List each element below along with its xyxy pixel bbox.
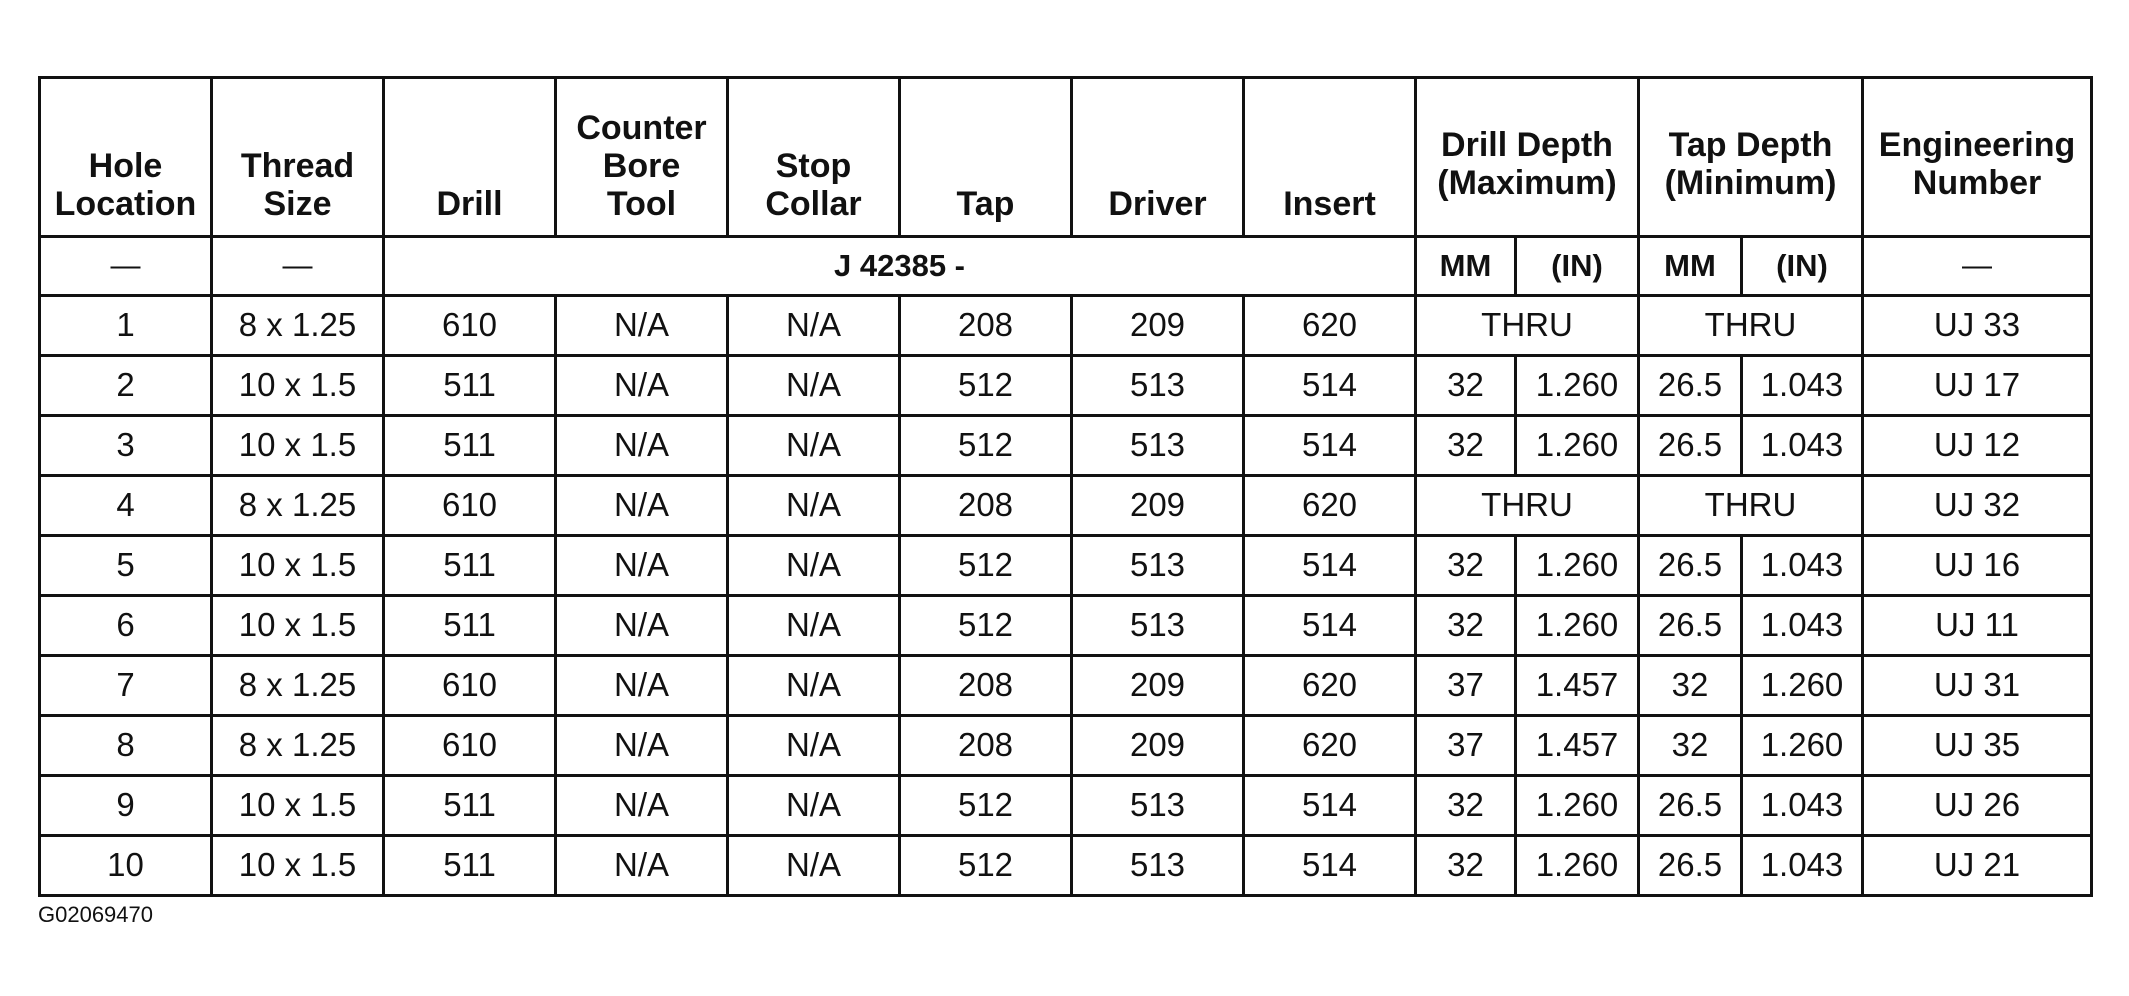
cell-tap-depth-mm: 26.5 (1639, 836, 1742, 896)
cell-drill: 610 (384, 716, 556, 776)
col-header-drill: Drill (384, 78, 556, 237)
cell-stop-collar: N/A (728, 596, 900, 656)
cell-thread-size: 8 x 1.25 (212, 296, 384, 356)
cell-stop-collar: N/A (728, 356, 900, 416)
cell-hole-location: 3 (40, 416, 212, 476)
cell-drill-depth-mm: 32 (1416, 596, 1516, 656)
cell-driver: 513 (1072, 536, 1244, 596)
cell-counter-bore-tool: N/A (556, 356, 728, 416)
cell-drill-depth-in: 1.457 (1516, 716, 1639, 776)
cell-tap: 512 (900, 776, 1072, 836)
cell-drill: 610 (384, 476, 556, 536)
cell-driver: 209 (1072, 476, 1244, 536)
table-row (40, 356, 2092, 416)
cell-hole-location: 5 (40, 536, 212, 596)
cell-tap-depth-mm: 26.5 (1639, 596, 1742, 656)
cell-drill-depth-in: 1.260 (1516, 596, 1639, 656)
header-line: Size (263, 184, 332, 223)
cell-driver: 513 (1072, 356, 1244, 416)
cell-insert: 514 (1244, 596, 1416, 656)
cell-thread-size: 10 x 1.5 (212, 776, 384, 836)
cell-counter-bore-tool: N/A (556, 416, 728, 476)
table-row (40, 716, 2092, 776)
cell-thread-size: 10 x 1.5 (212, 356, 384, 416)
col-header-hole-location (40, 78, 212, 237)
cell-drill-depth-mm: 37 (1416, 656, 1516, 716)
table-row (40, 476, 2092, 536)
header-line: (Maximum) (1437, 164, 1617, 202)
cell-thread-size: 8 x 1.25 (212, 656, 384, 716)
cell-hole-location: 8 (40, 716, 212, 776)
cell-drill-depth-in: 1.260 (1516, 356, 1639, 416)
cell-tap: 208 (900, 656, 1072, 716)
cell-driver: 513 (1072, 836, 1244, 896)
cell-drill-depth-mm: 32 (1416, 356, 1516, 416)
cell-counter-bore-tool: N/A (556, 476, 728, 536)
cell-tap: 208 (900, 296, 1072, 356)
cell-driver: 513 (1072, 416, 1244, 476)
header-line: Bore (602, 146, 681, 185)
cell-drill-depth-in: 1.260 (1516, 416, 1639, 476)
cell-tap-depth: THRU (1639, 476, 1863, 536)
header-line: Thread (240, 146, 355, 185)
cell-hole-location: 6 (40, 596, 212, 656)
eng-dash: — (1863, 237, 2092, 296)
cell-hole-location: 10 (40, 836, 212, 896)
cell-counter-bore-tool: N/A (556, 656, 728, 716)
cell-engineering-number: UJ 11 (1863, 596, 2092, 656)
cell-tap: 208 (900, 716, 1072, 776)
header-line: Hole (88, 146, 163, 185)
cell-tap-depth-in: 1.043 (1742, 776, 1863, 836)
data-rows (40, 296, 2092, 896)
cell-engineering-number: UJ 17 (1863, 356, 2092, 416)
tap-depth-mm-unit: MM (1639, 237, 1742, 296)
cell-stop-collar: N/A (728, 476, 900, 536)
cell-hole-location: 1 (40, 296, 212, 356)
cell-tap-depth-mm: 26.5 (1639, 536, 1742, 596)
cell-tap-depth-mm: 32 (1639, 716, 1742, 776)
col-header-drill-depth (1416, 78, 1639, 237)
cell-insert: 514 (1244, 356, 1416, 416)
cell-insert: 514 (1244, 776, 1416, 836)
drill-depth-mm-unit: MM (1416, 237, 1516, 296)
cell-insert: 620 (1244, 476, 1416, 536)
thread-repair-spec-table (38, 76, 2093, 897)
cell-insert: 514 (1244, 836, 1416, 896)
hole-dash: — (40, 237, 212, 296)
cell-drill: 511 (384, 536, 556, 596)
cell-engineering-number: UJ 33 (1863, 296, 2092, 356)
cell-counter-bore-tool: N/A (556, 296, 728, 356)
cell-tap-depth-in: 1.043 (1742, 596, 1863, 656)
cell-drill: 511 (384, 776, 556, 836)
cell-stop-collar: N/A (728, 416, 900, 476)
table-row (40, 656, 2092, 716)
cell-tap-depth-mm: 26.5 (1639, 416, 1742, 476)
cell-counter-bore-tool: N/A (556, 776, 728, 836)
cell-driver: 209 (1072, 656, 1244, 716)
cell-hole-location: 4 (40, 476, 212, 536)
cell-insert: 620 (1244, 296, 1416, 356)
cell-engineering-number: UJ 35 (1863, 716, 2092, 776)
cell-tap-depth-in: 1.260 (1742, 656, 1863, 716)
cell-thread-size: 10 x 1.5 (212, 416, 384, 476)
cell-drill-depth: THRU (1416, 476, 1639, 536)
cell-insert: 620 (1244, 656, 1416, 716)
cell-drill-depth-in: 1.260 (1516, 776, 1639, 836)
cell-insert: 514 (1244, 416, 1416, 476)
cell-thread-size: 10 x 1.5 (212, 596, 384, 656)
header-line: Collar (765, 184, 862, 223)
header-line: Engineering (1878, 125, 2076, 164)
cell-hole-location: 2 (40, 356, 212, 416)
cell-tap: 512 (900, 416, 1072, 476)
header-row (40, 78, 2092, 237)
table-row (40, 776, 2092, 836)
cell-stop-collar: N/A (728, 296, 900, 356)
cell-driver: 513 (1072, 596, 1244, 656)
cell-engineering-number: UJ 16 (1863, 536, 2092, 596)
cell-tap-depth-in: 1.260 (1742, 716, 1863, 776)
header-line: Stop (775, 146, 852, 185)
col-header-driver: Driver (1072, 78, 1244, 237)
col-header-tap: Tap (900, 78, 1072, 237)
cell-tap-depth-in: 1.043 (1742, 416, 1863, 476)
cell-stop-collar: N/A (728, 776, 900, 836)
cell-stop-collar: N/A (728, 656, 900, 716)
cell-insert: 620 (1244, 716, 1416, 776)
cell-tap-depth-in: 1.043 (1742, 536, 1863, 596)
cell-hole-location: 7 (40, 656, 212, 716)
cell-tap-depth-in: 1.043 (1742, 836, 1863, 896)
cell-engineering-number: UJ 12 (1863, 416, 2092, 476)
cell-drill: 610 (384, 296, 556, 356)
cell-hole-location: 9 (40, 776, 212, 836)
table-row (40, 836, 2092, 896)
header-line: Number (1912, 164, 2042, 202)
cell-tap-depth-mm: 26.5 (1639, 776, 1742, 836)
drill-depth-in-unit: (IN) (1516, 237, 1639, 296)
cell-engineering-number: UJ 21 (1863, 836, 2092, 896)
col-header-counter-bore-tool (556, 78, 728, 237)
col-header-thread-size (212, 78, 384, 237)
cell-stop-collar: N/A (728, 536, 900, 596)
cell-driver: 209 (1072, 716, 1244, 776)
header-line: Tap Depth (1668, 125, 1833, 164)
cell-tap: 208 (900, 476, 1072, 536)
cell-tap-depth-in: 1.043 (1742, 356, 1863, 416)
cell-thread-size: 8 x 1.25 (212, 476, 384, 536)
cell-insert: 514 (1244, 536, 1416, 596)
header-line: (Minimum) (1664, 164, 1837, 202)
cell-thread-size: 10 x 1.5 (212, 836, 384, 896)
cell-counter-bore-tool: N/A (556, 836, 728, 896)
cell-stop-collar: N/A (728, 836, 900, 896)
cell-tap: 512 (900, 836, 1072, 896)
cell-drill-depth-in: 1.260 (1516, 536, 1639, 596)
cell-counter-bore-tool: N/A (556, 716, 728, 776)
thread-dash: — (212, 237, 384, 296)
col-header-tap-depth (1639, 78, 1863, 237)
cell-drill-depth-mm: 32 (1416, 836, 1516, 896)
cell-drill-depth: THRU (1416, 296, 1639, 356)
table-row (40, 416, 2092, 476)
cell-counter-bore-tool: N/A (556, 536, 728, 596)
tool-kit-prefix: J 42385 - (384, 237, 1416, 296)
cell-drill-depth-mm: 37 (1416, 716, 1516, 776)
col-header-engineering-number (1863, 78, 2092, 237)
table-row (40, 596, 2092, 656)
cell-counter-bore-tool: N/A (556, 596, 728, 656)
cell-thread-size: 10 x 1.5 (212, 536, 384, 596)
tap-depth-in-unit: (IN) (1742, 237, 1863, 296)
cell-tap: 512 (900, 356, 1072, 416)
cell-drill: 511 (384, 356, 556, 416)
cell-drill: 511 (384, 836, 556, 896)
cell-drill: 610 (384, 656, 556, 716)
cell-tap-depth-mm: 32 (1639, 656, 1742, 716)
cell-stop-collar: N/A (728, 716, 900, 776)
cell-driver: 209 (1072, 296, 1244, 356)
cell-thread-size: 8 x 1.25 (212, 716, 384, 776)
table-row (40, 536, 2092, 596)
cell-tap-depth: THRU (1639, 296, 1863, 356)
cell-engineering-number: UJ 26 (1863, 776, 2092, 836)
col-header-stop-collar (728, 78, 900, 237)
cell-drill-depth-mm: 32 (1416, 416, 1516, 476)
figure-id: G02069470 (38, 902, 153, 927)
cell-drill: 511 (384, 596, 556, 656)
table-row (40, 296, 2092, 356)
cell-tap-depth-mm: 26.5 (1639, 356, 1742, 416)
subheader-row (40, 237, 2092, 296)
cell-drill-depth-mm: 32 (1416, 776, 1516, 836)
cell-tap: 512 (900, 596, 1072, 656)
cell-engineering-number: UJ 32 (1863, 476, 2092, 536)
cell-tap: 512 (900, 536, 1072, 596)
cell-engineering-number: UJ 31 (1863, 656, 2092, 716)
cell-drill-depth-in: 1.260 (1516, 836, 1639, 896)
cell-driver: 513 (1072, 776, 1244, 836)
header-line: Location (54, 184, 197, 223)
cell-drill-depth-in: 1.457 (1516, 656, 1639, 716)
col-header-insert: Insert (1244, 78, 1416, 237)
header-line: Counter (576, 108, 707, 147)
cell-drill-depth-mm: 32 (1416, 536, 1516, 596)
header-line: Drill Depth (1441, 125, 1613, 164)
cell-drill: 511 (384, 416, 556, 476)
header-line: Tool (606, 184, 677, 223)
